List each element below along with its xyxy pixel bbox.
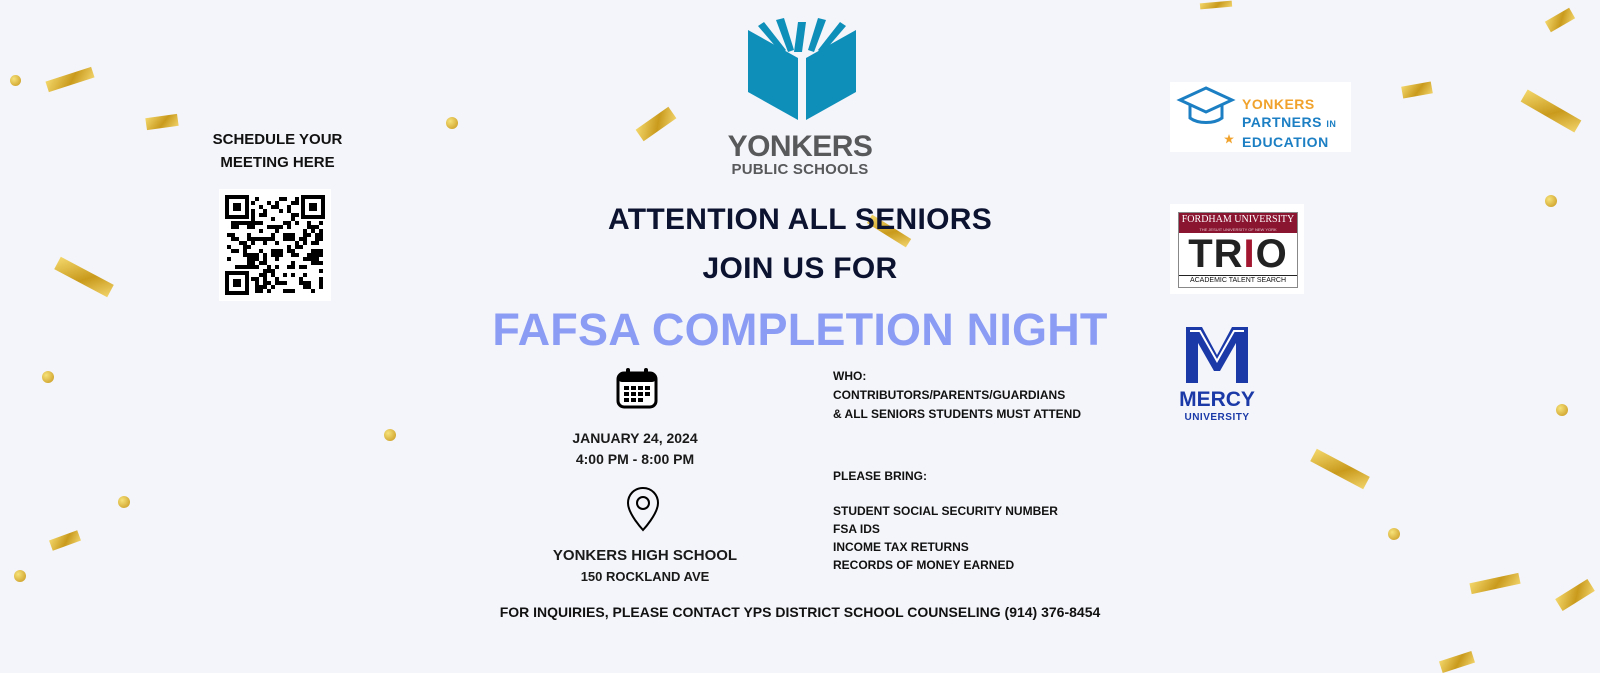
trio-tagline: THE JESUIT UNIVERSITY OF NEW YORK (1179, 227, 1297, 233)
calendar-icon (616, 367, 658, 409)
bring-item: INCOME TAX RETURNS (833, 540, 969, 554)
event-location: YONKERS HIGH SCHOOL (552, 547, 738, 564)
location-pin-icon (626, 486, 660, 532)
ype-wordmark (1242, 95, 1336, 151)
bring-item: STUDENT SOCIAL SECURITY NUMBER (833, 504, 1058, 518)
qr-heading-line1: SCHEDULE YOUR (212, 131, 343, 148)
qr-code[interactable] (219, 189, 331, 301)
who-line: CONTRIBUTORS/PARENTS/GUARDIANS (833, 388, 1066, 402)
who-line: & ALL SENIORS STUDENTS MUST ATTEND (833, 407, 1082, 421)
mercy-name: MERCY (1179, 388, 1255, 411)
trio-program: ACADEMIC TALENT SEARCH (1179, 275, 1297, 286)
bring-item: RECORDS OF MONEY EARNED (833, 558, 1015, 572)
trio-university: FORDHAM UNIVERSITY (1179, 213, 1297, 227)
ype-line1: YONKERS (1242, 96, 1315, 112)
ype-line2: PARTNERS (1242, 114, 1322, 130)
yps-name: YONKERS (727, 130, 873, 163)
bring-label: PLEASE BRING: (833, 469, 928, 483)
event-time: 4:00 PM - 8:00 PM (575, 451, 695, 467)
event-date: JANUARY 24, 2024 (572, 430, 698, 446)
attention-heading: ATTENTION ALL SENIORS (607, 203, 993, 236)
event-title: FAFSA COMPLETION NIGHT (492, 304, 1108, 355)
bring-item: FSA IDS (833, 522, 880, 536)
event-address: 150 ROCKLAND AVE (580, 569, 710, 584)
yps-subtitle: PUBLIC SCHOOLS (731, 161, 869, 178)
bring-section (833, 467, 1058, 574)
who-section (833, 367, 1081, 424)
mercy-m-icon (1180, 325, 1254, 385)
graduation-cap-icon (1176, 84, 1236, 130)
open-book-icon (728, 12, 876, 132)
join-heading: JOIN US FOR (702, 252, 898, 285)
yps-wordmark (700, 132, 900, 178)
who-label: WHO: (833, 369, 867, 383)
ype-in: IN (1326, 119, 1337, 129)
mercy-university-logo (1170, 325, 1264, 430)
fordham-trio-logo (1170, 204, 1304, 294)
yonkers-public-schools-logo (728, 12, 876, 182)
mercy-subtitle: UNIVERSITY (1184, 412, 1250, 423)
yonkers-partners-in-education-logo (1170, 82, 1351, 152)
qr-heading (190, 128, 365, 174)
contact-line: FOR INQUIRIES, PLEASE CONTACT YPS DISTRICT SCHOOL COUNSELING (914) 376-8454 (499, 604, 1101, 620)
star-icon (1224, 134, 1234, 144)
ype-line3: EDUCATION (1242, 134, 1329, 150)
qr-heading-line2: MEETING HERE (220, 154, 335, 171)
trio-wordmark: TRIO (1188, 232, 1288, 276)
